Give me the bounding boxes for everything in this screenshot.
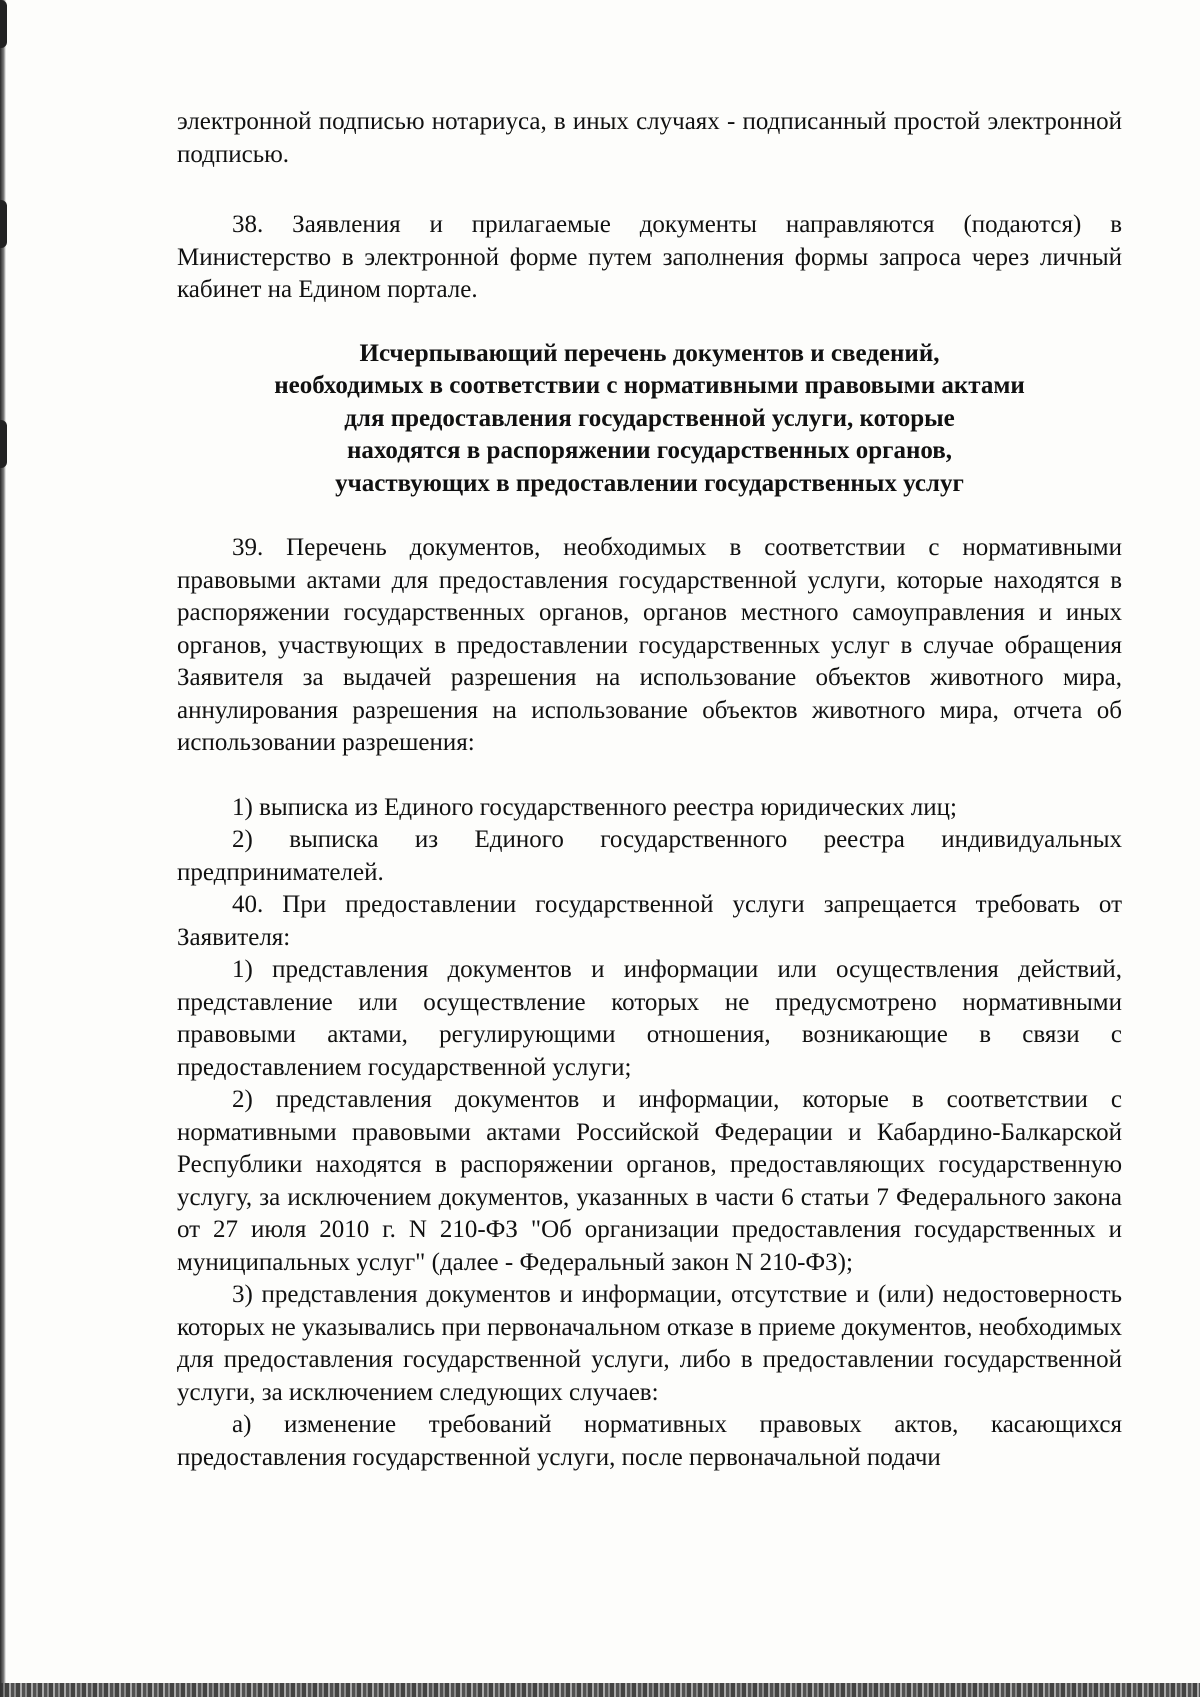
scan-left-edge <box>0 0 6 1697</box>
document-page <box>177 106 1122 1474</box>
binding-hole-1 <box>0 0 7 48</box>
heading-line: находятся в распоряжении государственных органов, <box>346 437 953 464</box>
paragraph-39: 39. Перечень документов, необходимых в соответствии с нормативными правовыми актами для предоставления государственной услуги, которые находятся в распоряжении государственных органов, органов местного самоуправления и иных органов, участвующих в предоставлении государственных услуг в случае обращения Заявителя за выдачей разрешения на использование объектов животного мира, аннулирования разрешения на использование объектов животного мира, отчета об использовании разрешения: <box>177 534 1122 756</box>
section-heading <box>177 338 1122 501</box>
binding-hole-3 <box>0 420 7 468</box>
intro-paragraph: электронной подписью нотариуса, в иных случаях - подписанный простой электронной подписью. <box>177 108 1122 168</box>
heading-line: участвующих в предоставлении государственных услуг <box>335 469 964 497</box>
list-item-40-1: 1) представления документов и информации или осуществления действий, представление или осуществление которых не предусмотрено нормативными правовыми актами, регулирующими отношения, возникающие в связи с предоставлением государственной услуги; <box>177 956 1122 1081</box>
heading-line: необходимых в соответствии с нормативными правовыми актами <box>274 372 1025 399</box>
binding-hole-2 <box>0 200 7 248</box>
list-item-40-3: 3) представления документов и информации, отсутствие и (или) недостоверность которых не указывались при первоначальном отказе в приеме документов, необходимых для предоставления государственной услуги, либо в предоставлении государственной услуги, за исключением следующих случаев: <box>177 1281 1122 1406</box>
paragraph-40: 40. При предоставлении государственной услуги запрещается требовать от Заявителя: <box>177 891 1122 951</box>
paragraph-38: 38. Заявления и прилагаемые документы направляются (подаются) в Министерство в электронной форме путем заполнения формы запроса через личный кабинет на Едином портале. <box>177 211 1122 303</box>
heading-line: Исчерпывающий перечень документов и сведений, <box>359 339 940 367</box>
list-item-39-2: 2) выписка из Единого государственного реестра индивидуальных предпринимателей. <box>177 826 1122 886</box>
heading-line: для предоставления государственной услуги, которые <box>344 404 955 432</box>
subitem-a: а) изменение требований нормативных правовых актов, касающихся предоставления государственной услуги, после первоначальной подачи <box>177 1411 1122 1471</box>
scan-bottom-edge <box>0 1683 1200 1697</box>
list-item-39-1: 1) выписка из Единого государственного реестра юридических лиц; <box>232 793 957 821</box>
list-item-40-2: 2) представления документов и информации, которые в соответствии с нормативными правовыми актами Российской Федерации и Кабардино-Балкарской Республики находятся в распоряжении органов, предоставляющих государственную услугу, за исключением документов, указанных в части 6 статьи 7 Федерального закона от 27 июля 2010 г. N 210-ФЗ "Об организации предоставления государственных и муниципальных услуг" (далее - Федеральный закон N 210-ФЗ); <box>177 1086 1122 1276</box>
